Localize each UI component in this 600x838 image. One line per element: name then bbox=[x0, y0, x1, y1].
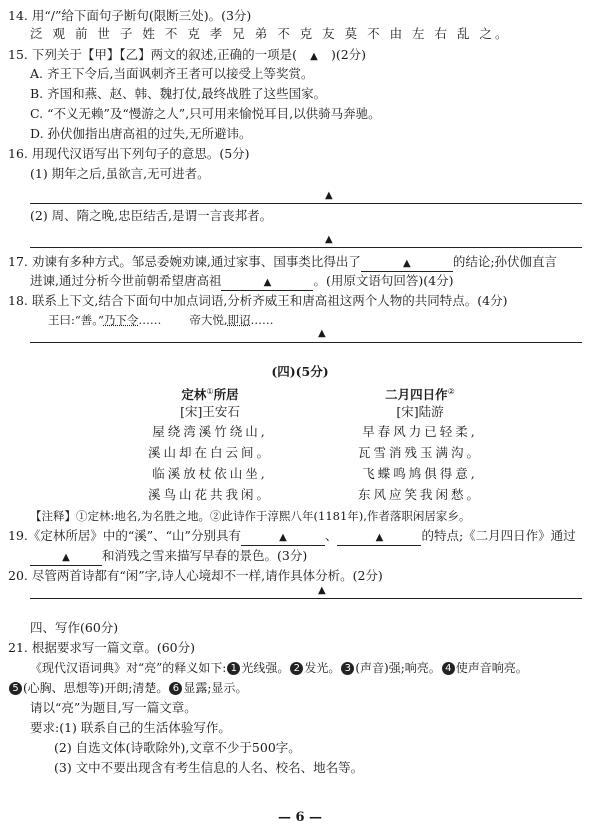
q18-quote-a-tail: …… bbox=[138, 313, 162, 327]
def-number-1: 1 bbox=[227, 662, 240, 675]
def-text-1: 光线强。 bbox=[241, 661, 290, 675]
q16-answer-marker-2: ▲ bbox=[325, 234, 333, 245]
q16-sentence-2: (2) 周、隋之晚,忠臣结舌,是谓一言丧邦者。 bbox=[30, 208, 273, 223]
q18-answer-line bbox=[30, 342, 582, 343]
def-number-5: 5 bbox=[9, 682, 22, 695]
poem2-author: [宋]陆游 bbox=[396, 404, 444, 419]
q15-option-b: B. 齐国和燕、赵、韩、魏打仗,最终战胜了这些国家。 bbox=[30, 86, 327, 101]
q17-text-1: 17. 劝谏有多种方式。邹忌委婉劝谏,通过家事、国事类比得出了 bbox=[8, 254, 361, 269]
poem1-line-4: 溪鸟山花共我闲。 bbox=[147, 487, 272, 502]
q18-stem: 18. 联系上下文,结合下面句中加点词语,分析齐威王和唐高祖这两个人物的共同特点。(4分) bbox=[8, 293, 508, 308]
q19-blank-3: ▲ bbox=[30, 549, 102, 566]
q15-answer-marker: ▲ bbox=[310, 51, 318, 62]
writing-section-title: 四、写作(60分) bbox=[30, 620, 119, 635]
q19-text-4: 和消残之雪来描写早春的景色。(3分) bbox=[102, 548, 308, 563]
q17-text-4: 。(用原文语句回答)(4分) bbox=[313, 273, 454, 288]
q17-text-3: 进谏,通过分析今世前朝希望唐高祖 bbox=[30, 273, 222, 288]
q16-answer-line-1 bbox=[30, 203, 582, 204]
poem-notes: 【注释】①定林:地名,为名胜之地。②此诗作于淳熙八年(1181年),作者落职闲居家乡。 bbox=[30, 509, 471, 523]
q16-stem: 16. 用现代汉语写出下列句子的意思。(5分) bbox=[8, 146, 250, 161]
q15-option-a: A. 齐王下令后,当面讽刺齐王者可以接受上等奖赏。 bbox=[30, 66, 314, 81]
def-text-2: 发光。 bbox=[304, 661, 341, 675]
q19-text-2: 、 bbox=[324, 528, 338, 543]
def-text-6: 显露;显示。 bbox=[183, 681, 248, 695]
def-text-3: (声音)强;响亮。 bbox=[355, 661, 441, 675]
q18-quote bbox=[48, 312, 274, 328]
def-number-3: 3 bbox=[341, 662, 354, 675]
q18-quote-a-dotted: 乃下令 bbox=[103, 313, 139, 327]
q19-blank-2: ▲ bbox=[337, 529, 421, 546]
q21-definitions-line-1 bbox=[30, 660, 528, 676]
q19-line-2 bbox=[30, 548, 307, 566]
q21-prompt: 请以“亮”为题目,写一篇文章。 bbox=[30, 700, 197, 715]
poem2-line-2: 瓦雪消残玉满沟。 bbox=[357, 445, 482, 460]
q21-def-intro: 《现代汉语词典》对“亮”的释义如下: bbox=[30, 661, 227, 675]
poem1-title-a: 定林 bbox=[181, 387, 207, 403]
q20-stem: 20. 尽管两首诗都有“闲”字,诗人心境却不一样,请作具体分析。(2分) bbox=[8, 568, 383, 583]
poem2-title bbox=[320, 384, 520, 403]
q17-line-2 bbox=[30, 273, 453, 291]
q17-text-2: 的结论;孙伏伽直言 bbox=[452, 254, 558, 269]
q17-blank-1: ▲ bbox=[361, 255, 453, 272]
q15-stem-text: 15. 下列关于【甲】【乙】两文的叙述,正确的一项是( bbox=[8, 47, 297, 62]
poem2-title-text: 二月四日作 bbox=[385, 387, 448, 403]
poem1-line-3: 临溪放杖依山坐, bbox=[152, 466, 268, 481]
q21-definitions-line-2 bbox=[8, 680, 247, 696]
q15-stem-score: )(2分) bbox=[330, 47, 367, 62]
q16-sentence-1: (1) 期年之后,虽欲言,无可进者。 bbox=[30, 166, 210, 181]
q21-requirement-2: (2) 自选文体(诗歌除外),文章不少于500字。 bbox=[54, 740, 301, 755]
poem2-line-4: 东风应笑我闲愁。 bbox=[357, 487, 482, 502]
q15-stem bbox=[8, 47, 366, 65]
poem2-line-3: 飞蝶鸣鸠俱得意, bbox=[362, 466, 478, 481]
q18-quote-a: 王曰:“善。” bbox=[48, 313, 104, 327]
q19-text-3: 的特点;《二月四日作》通过 bbox=[421, 528, 576, 543]
page-number: — 6 — bbox=[277, 810, 323, 825]
q15-option-d: D. 孙伏伽指出唐高祖的过失,无所避讳。 bbox=[30, 126, 252, 141]
def-number-6: 6 bbox=[169, 682, 182, 695]
poem1-line-1: 屋绕湾溪竹绕山, bbox=[152, 424, 268, 439]
q20-answer-marker: ▲ bbox=[318, 585, 326, 596]
def-text-4: 使声音响亮。 bbox=[455, 661, 528, 675]
poem1-title-b: 所居 bbox=[213, 387, 239, 403]
q19-line-1 bbox=[8, 528, 576, 546]
def-text-5: (心胸、思想等)开朗;清楚。 bbox=[23, 681, 169, 695]
def-number-4: 4 bbox=[442, 662, 455, 675]
q15-option-c: C. “不义无赖”及“慢游之人”,只可用来愉悦耳目,以供骑马奔驰。 bbox=[30, 106, 381, 121]
q18-quote-b-dotted: 即诏 bbox=[227, 313, 251, 327]
poem2-line-1: 早春风力已轻柔, bbox=[362, 424, 478, 439]
q18-quote-b: 帝大悦, bbox=[189, 313, 228, 327]
q16-answer-line-2 bbox=[30, 247, 582, 248]
q18-answer-marker: ▲ bbox=[318, 328, 326, 339]
poem1-title-note: ① bbox=[206, 387, 214, 396]
q21-requirement-1: 要求:(1) 联系自己的生活体验写作。 bbox=[30, 720, 231, 735]
q14-stem: 14. 用“/”给下面句子断句(限断三处)。(3分) bbox=[8, 8, 252, 23]
def-number-2: 2 bbox=[290, 662, 303, 675]
poem2-title-note: ② bbox=[447, 387, 455, 396]
q21-requirement-3: (3) 文中不要出现含有考生信息的人名、校名、地名等。 bbox=[54, 760, 364, 775]
q18-quote-b-tail: …… bbox=[250, 313, 274, 327]
q14-text: 泛 观 前 世 子 姓 不 克 孝 兄 弟 不 克 友 莫 不 由 左 右 乱 之。 bbox=[30, 26, 511, 41]
q17-blank-2: ▲ bbox=[221, 274, 313, 291]
q19-text-1: 19.《定林所居》中的“溪”、“山”分别具有 bbox=[8, 528, 241, 543]
q20-answer-line bbox=[30, 598, 582, 599]
q19-blank-1: ▲ bbox=[241, 529, 325, 546]
q17-line-1 bbox=[8, 254, 557, 272]
q21-stem: 21. 根据要求写一篇文章。(60分) bbox=[8, 640, 196, 655]
poem1-line-2: 溪山却在白云间。 bbox=[147, 445, 272, 460]
poem1-author: [宋]王安石 bbox=[180, 404, 240, 419]
q16-answer-marker-1: ▲ bbox=[325, 190, 333, 201]
poem1-title bbox=[110, 384, 310, 403]
section-4-title: (四)(5分) bbox=[271, 364, 329, 379]
